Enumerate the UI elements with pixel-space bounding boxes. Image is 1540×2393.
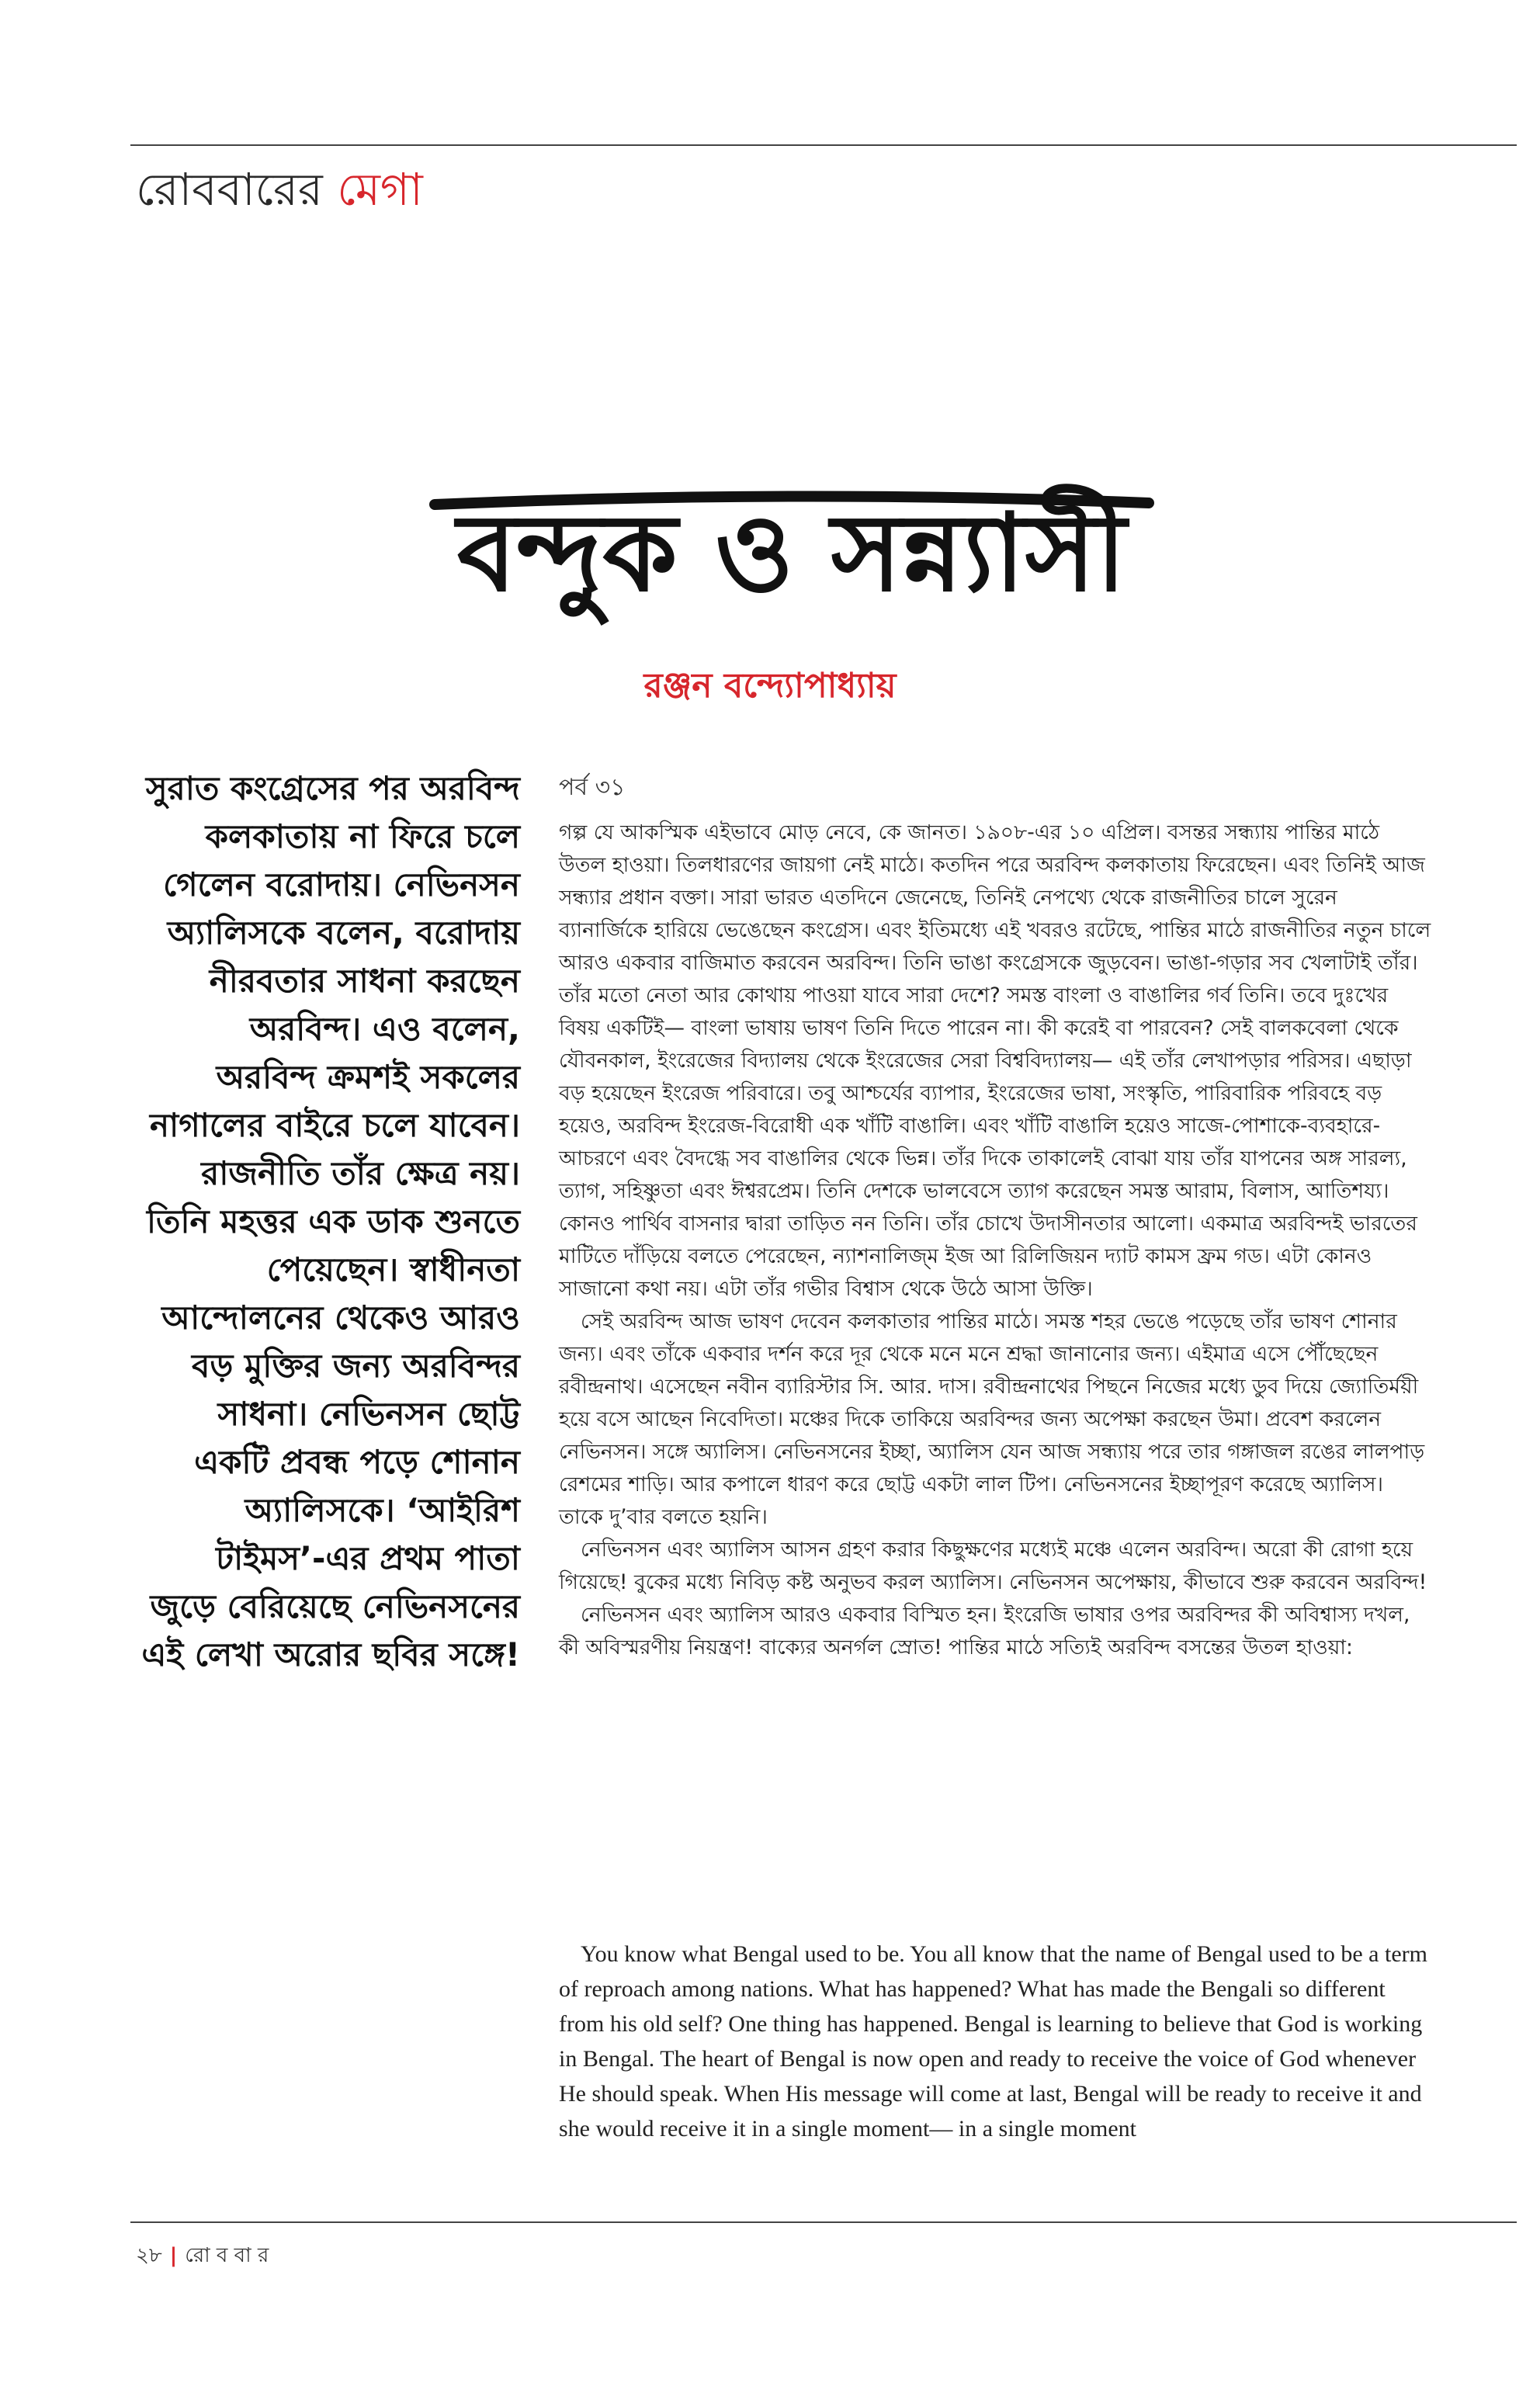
speech-quote-english: You know what Bengal used to be. You all know that the name of Bengal used to be a term of reproach among nations. What has happened? What has made the Bengali so different from his old self? One thing has happened. Bengal is learning to believe that God is working in Bengal. The heart of Bengal is now open and ready to receive the voice of God whenever He should speak. When His message will come at last, Bengal will be ready to receive it and she would receive it in a single moment— in a single moment <box>559 1941 1427 2142</box>
section-label-accent: মেগা <box>337 163 423 216</box>
page-number: ২৮ <box>136 2244 162 2267</box>
episode-label: পর্ব ৩১ <box>559 774 626 801</box>
page-footer <box>136 2239 269 2273</box>
section-header <box>136 163 423 217</box>
story-title: বন্দুক ও সন্ন্যাসী <box>456 491 1127 616</box>
article-body <box>559 817 1432 1664</box>
section-label: রোববারের <box>136 163 338 216</box>
top-rule <box>130 144 1517 146</box>
story-title-art <box>419 458 1164 629</box>
author-byline: রঞ্জন বন্দ্যোপাধ্যায় <box>643 666 897 706</box>
bottom-rule <box>130 2221 1517 2223</box>
body-paragraph: নেভিনসন এবং অ্যালিস আসন গ্রহণ করার কিছুক্ষণের মধ্যেই মঞ্চে এলেন অরবিন্দ। অরো কী রোগা হয়ে গিয়েছে! বুকের মধ্যে নিবিড় কষ্ট অনুভব করল অ্যালিস। নেভিনসন অপেক্ষায়, কীভাবে শুরু করবেন অরবিন্দ! <box>559 1538 1427 1594</box>
footer-separator: | <box>169 2244 178 2267</box>
body-paragraph: গল্প যে আকস্মিক এইভাবে মোড় নেবে, কে জানত। ১৯০৮-এর ১০ এপ্রিল। বসন্তর সন্ধ্যায় পান্তির মাঠে উতল হাওয়া। তিলধারণের জায়গা নেই মাঠে। কতদিন পরে অরবিন্দ কলকাতায় ফিরেছেন। এবং তিনিই আজ সন্ধ্যার প্রধান বক্তা। সারা ভারত এতদিনে জেনেছে, তিনিই নেপথ্যে থেকে রাজনীতির চালে সুরেন ব্যানার্জিকে হারিয়ে ভেঙেছেন কংগ্রেস। এবং ইতিমধ্যে এই খবরও রটেছে, পান্তির মাঠে রাজনীতির নতুন চালে আরও একবার বাজিমাত করবেন অরবিন্দ। তিনি ভাঙা কংগ্রেসকে জুড়বেন। ভাঙা-গড়ার সব খেলাটাই তাঁর। তাঁর মতো নেতা আর কোথায় পাওয়া যাবে সারা দেশে? সমস্ত বাংলা ও বাঙালির গর্ব তিনি। তবে দুঃখের বিষয় একটিই— বাংলা ভাষায় ভাষণ তিনি দিতে পারেন না। কী করেই বা পারবেন? সেই বালকবেলা থেকে যৌবনকাল, ইংরেজের বিদ্যালয় থেকে ইংরেজের সেরা বিশ্ববিদ্যালয়— এই তাঁর লেখাপড়ার পরিসর। এছাড়া বড় হয়েছেন ইংরেজ পরিবারে। তবু আশ্চর্যের ব্যাপার, ইংরেজের ভাষা, সংস্কৃতি, পারিবারিক পরিবহে বড় হয়েও, অরবিন্দ ইংরেজ-বিরোধী এক খাঁটি বাঙালি। এবং খাঁটি বাঙালি হয়েও সাজে-পোশাকে-ব্যবহারে-আচরণে এবং বৈদগ্ধে সব বাঙালির থেকে ভিন্ন। তাঁর দিকে তাকালেই বোঝা যায় তাঁর যাপনের অঙ্গ সারল্য, ত্যাগ, সহিষ্ণুতা এবং ঈশ্বরপ্রেম। তিনি দেশকে ভালবেসে ত্যাগ করেছেন সমস্ত আরাম, বিলাস, আতিশয্য। কোনও পার্থিব বাসনার দ্বারা তাড়িত নন তিনি। তাঁর চোখে উদাসীনতার আলো। একমাত্র অরবিন্দই ভারতের মাটিতে দাঁড়িয়ে বলতে পেরেছেন, ন্যাশনালিজ্‌ম ইজ আ রিলিজিয়ন দ্যাট কামস ফ্রম গড। এটা কোনও সাজানো কথা নয়। এটা তাঁর গভীর বিশ্বাস থেকে উঠে আসা উক্তি। <box>559 820 1431 1301</box>
body-paragraph: সেই অরবিন্দ আজ ভাষণ দেবেন কলকাতার পান্তির মাঠে। সমস্ত শহর ভেঙে পড়েছে তাঁর ভাষণ শোনার জন্য। এবং তাঁকে একবার দর্শন করে দূর থেকে মনে মনে শ্রদ্ধা জানানোর জন্য। এইমাত্র এসে পৌঁছেছেন রবীন্দ্রনাথ। এসেছেন নবীন ব্যারিস্টার সি. আর. দাস। রবীন্দ্রনাথের পিছনে নিজের মধ্যে ডুব দিয়ে জ্যোতির্ময়ী হয়ে বসে আছেন নিবেদিতা। মঞ্চের দিকে তাকিয়ে অরবিন্দর জন্য অপেক্ষা করছেন উমা। প্রবেশ করলেন নেভিনসন। সঙ্গে অ্যালিস। নেভিনসনের ইচ্ছা, অ্যালিস যেন আজ সন্ধ্যায় পরে তার গঙ্গাজল রঙের লালপাড় রেশমের শাড়ি। আর কপালে ধারণ করে ছোট্ট একটা লাল টিপ। নেভিনসনের ইচ্ছাপূরণ করেছে অ্যালিস। তাকে দু’বার বলতে হয়নি। <box>559 1309 1425 1529</box>
magazine-name: রো ব বা র <box>185 2244 269 2267</box>
pull-quote: সুরাত কংগ্রেসের পর অরবিন্দ কলকাতায় না ফিরে চলে গেলেন বরোদায়। নেভিনসন অ্যালিসকে বলেন, বরোদায় নীরবতার সাধনা করছেন অরবিন্দ। এও বলেন, অরবিন্দ ক্রমশই সকলের নাগালের বাইরে চলে যাবেন। রাজনীতি তাঁর ক্ষেত্র নয়। তিনি মহত্তর এক ডাক শুনতে পেয়েছেন। স্বাধীনতা আন্দোলনের থেকেও আরও বড় মুক্তির জন্য অরবিন্দর সাধনা। নেভিনসন ছোট্ট একটি প্রবন্ধ পড়ে শোনান অ্যালিসকে। ‘আইরিশ টাইমস’-এর প্রথম পাতা জুড়ে বেরিয়েছে নেভিনসনের এই লেখা অরোর ছবির সঙ্গে! <box>141 769 520 1673</box>
body-paragraph: নেভিনসন এবং অ্যালিস আরও একবার বিস্মিত হন। ইংরেজি ভাষার ওপর অরবিন্দর কী অবিশ্বাস্য দখল, কী অবিস্মরণীয় নিয়ন্ত্রণ! বাক্যের অনর্গল স্রোত! পান্তির মাঠে সত্যিই অরবিন্দ বসন্তের উতল হাওয়া: <box>559 1603 1410 1659</box>
